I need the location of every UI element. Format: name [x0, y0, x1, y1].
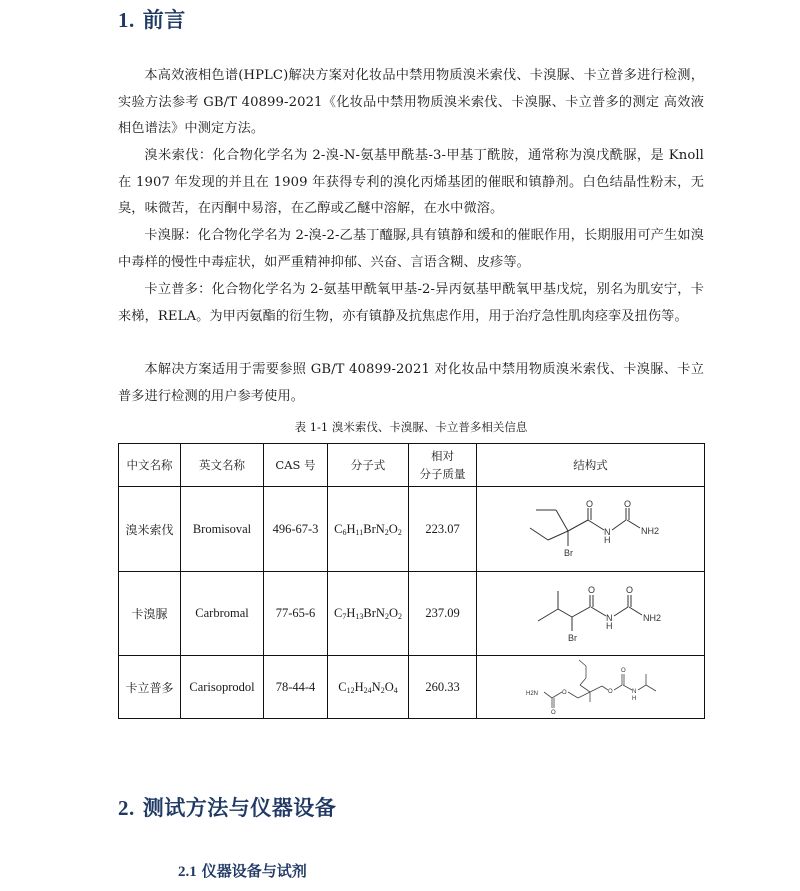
scope-paragraph: 本解决方案适用于需要参照 GB/T 40899-2021 对化妆品中禁用物质溴米索伐、卡溴脲、卡立普多进行检测的用户参考使用。 [118, 362, 704, 404]
carbromal-paragraph: 卡溴脲：化合物化学名为 2-溴-2-乙基丁醯脲,具有镇静和缓和的催眠作用，长期服用可产生如溴中毒样的慢性中毒症状，如严重精神抑郁、兴奋、言语含糊、皮疹等。 [118, 228, 704, 270]
header-mass [409, 444, 477, 487]
cell-formula: $C_7H_{13}BrN_2O_2$ [328, 572, 409, 656]
svg-text:O: O [623, 499, 631, 509]
svg-text:N: N [603, 527, 610, 537]
cell-mass: 237.09 [409, 572, 477, 656]
bromisoval-paragraph: 溴米索伐：化合物化学名为 2-溴-N-氨基甲酰基-3-甲基丁酰胺，通常称为溴戊酰脲，是 Knoll 在 1907 年发现的并且在 1909 年获得专利的溴化丙烯基团的催眠和镇静剂。白色结晶性粉末，无臭，味微苦，在丙酮中易溶，在乙醇或乙醚中溶解，在水中微溶。 [118, 148, 704, 216]
cell-mass: 260.33 [409, 656, 477, 719]
cell-cn-name: 卡立普多 [119, 656, 181, 719]
subsection-title: 仪器设备与试剂 [201, 862, 307, 880]
cell-mass: 223.07 [409, 487, 477, 572]
cell-en-name: Carisoprodol [181, 656, 264, 719]
svg-text:H: H [603, 535, 610, 545]
header-cn-name: 中文名称 [119, 444, 181, 487]
svg-text:Br: Br [563, 548, 573, 558]
compound-info-table [118, 443, 705, 719]
svg-text:H: H [631, 696, 636, 702]
header-mass-line1: 相对 [431, 449, 454, 463]
header-mass-line2: 分子质量 [419, 467, 466, 481]
cell-en-name: Carbromal [181, 572, 264, 656]
subsection-2-1-heading [178, 860, 307, 881]
cell-cas: 78-44-4 [264, 656, 328, 719]
cell-cas: 496-67-3 [264, 487, 328, 572]
section-title: 前言 [142, 7, 186, 32]
section-number: 1. [118, 8, 135, 32]
table-row [119, 656, 705, 719]
svg-text:O: O [620, 668, 626, 674]
cell-structure [477, 487, 705, 572]
cell-structure [477, 572, 705, 656]
svg-text:O: O [587, 584, 595, 595]
svg-text:N: N [605, 612, 612, 623]
cell-cn-name: 卡溴脲 [119, 572, 181, 656]
cell-cn-name: 溴米索伐 [119, 487, 181, 572]
svg-text:NH2: NH2 [642, 612, 661, 623]
cell-en-name: Bromisoval [181, 487, 264, 572]
cell-formula: $C_6H_{11}BrN_2O_2$ [328, 487, 409, 572]
carbromal-structure-image [516, 581, 666, 647]
header-en-name: 英文名称 [181, 444, 264, 487]
svg-text:O: O [550, 710, 556, 716]
carisoprodol-paragraph: 卡立普多：化合物化学名为 2-氨基甲酰氧甲基-2-异丙氨基甲酰氧甲基戊烷，别名为肌安宁，卡来梯，RELA。为甲丙氨酯的衍生物，亦有镇静及抗焦虑作用，用于治疗急性肌肉痉挛及扭伤等。 [118, 282, 704, 324]
section-number: 2. [118, 796, 135, 820]
header-formula: 分子式 [328, 444, 409, 487]
table-header-row [119, 444, 705, 487]
section-1-heading [118, 4, 186, 34]
header-cas: CAS 号 [264, 444, 328, 487]
svg-text:Br: Br [567, 632, 577, 643]
cell-formula: $C_{12}H_{24}N_2O_4$ [328, 656, 409, 719]
subsection-number: 2.1 [178, 864, 197, 880]
svg-text:N: N [631, 689, 636, 695]
table-row [119, 487, 705, 572]
carisoprodol-structure-image [516, 658, 666, 716]
cell-structure [477, 656, 705, 719]
table-caption: 表 1-1 溴米索伐、卡溴脲、卡立普多相关信息 [294, 420, 528, 434]
table-row [119, 572, 705, 656]
header-structure: 结构式 [477, 444, 705, 487]
section-title: 测试方法与仪器设备 [142, 795, 337, 820]
cell-cas: 77-65-6 [264, 572, 328, 656]
svg-text:NH2: NH2 [640, 526, 659, 536]
svg-text:H2N: H2N [525, 691, 538, 697]
bromisoval-structure-image [516, 498, 666, 560]
svg-text:O: O [561, 690, 567, 696]
section-2-heading [118, 792, 336, 822]
svg-text:O: O [585, 499, 593, 509]
svg-text:O: O [607, 689, 613, 695]
intro-paragraph: 本高效液相色谱(HPLC)解决方案对化妆品中禁用物质溴米索伐、卡溴脲、卡立普多进行检测，实验方法参考 GB/T 40899-2021《化妆品中禁用物质溴米索伐、卡溴脲、卡立普多的测定 高效液相色谱法》中测定方法。 [118, 68, 704, 136]
svg-text:O: O [625, 584, 633, 595]
svg-text:H: H [605, 620, 612, 631]
